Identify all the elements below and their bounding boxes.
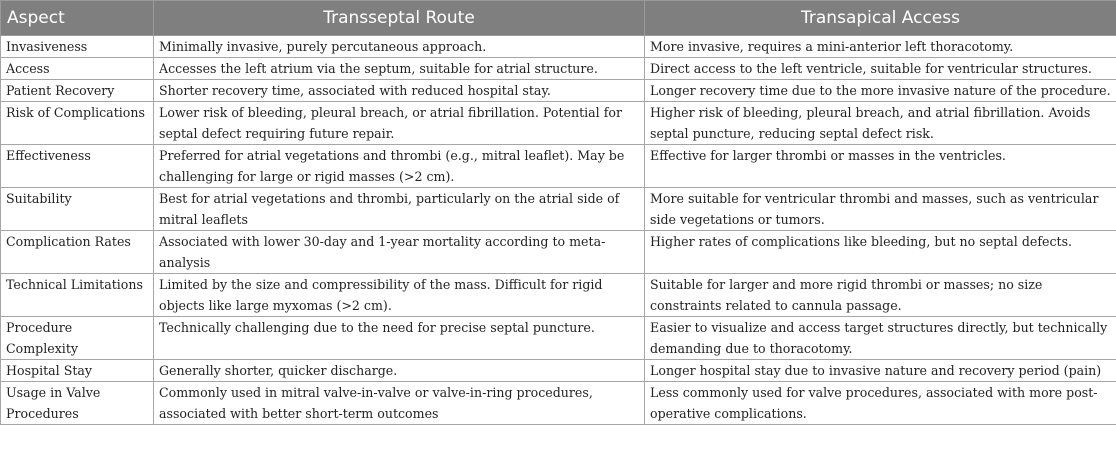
aspect-cell: Effectiveness (1, 145, 154, 188)
table-row (1, 274, 1116, 317)
transapical-cell: Easier to visualize and access target structures directly, but technically demanding due to thoracotomy. (645, 317, 1116, 360)
aspect-cell: Access (1, 58, 154, 80)
table-row (1, 58, 1116, 80)
transapical-cell: Longer hospital stay due to invasive nature and recovery period (pain) (645, 360, 1116, 382)
aspect-cell: Patient Recovery (1, 80, 154, 102)
table-row (1, 80, 1116, 102)
header-row (1, 1, 1116, 36)
transapical-cell: Suitable for larger and more rigid thrombi or masses; no size constraints related to cannula passage. (645, 274, 1116, 317)
aspect-cell: Hospital Stay (1, 360, 154, 382)
transapical-cell: Higher rates of complications like bleeding, but no septal defects. (645, 231, 1116, 274)
transapical-cell: Effective for larger thrombi or masses in the ventricles. (645, 145, 1116, 188)
table-row (1, 382, 1116, 425)
transapical-cell: More invasive, requires a mini-anterior left thoracotomy. (645, 36, 1116, 58)
transseptal-cell: Preferred for atrial vegetations and thrombi (e.g., mitral leaflet). May be challenging for large or rigid masses (>2 cm). (154, 145, 645, 188)
transapical-cell: More suitable for ventricular thrombi and masses, such as ventricular side vegetations or tumors. (645, 188, 1116, 231)
table-row (1, 231, 1116, 274)
transseptal-cell: Associated with lower 30-day and 1-year mortality according to meta-analysis (154, 231, 645, 274)
aspect-cell: Suitability (1, 188, 154, 231)
transseptal-cell: Generally shorter, quicker discharge. (154, 360, 645, 382)
aspect-cell: Risk of Complications (1, 102, 154, 145)
aspect-cell: Complication Rates (1, 231, 154, 274)
aspect-cell: Procedure Complexity (1, 317, 154, 360)
table-row (1, 102, 1116, 145)
transseptal-cell: Technically challenging due to the need for precise septal puncture. (154, 317, 645, 360)
transseptal-cell: Best for atrial vegetations and thrombi, particularly on the atrial side of mitral leaflets (154, 188, 645, 231)
table-row (1, 317, 1116, 360)
transseptal-cell: Commonly used in mitral valve-in-valve or valve-in-ring procedures, associated with better short-term outcomes (154, 382, 645, 425)
aspect-cell: Usage in Valve Procedures (1, 382, 154, 425)
transapical-cell: Longer recovery time due to the more invasive nature of the procedure. (645, 80, 1116, 102)
transseptal-cell: Accesses the left atrium via the septum, suitable for atrial structure. (154, 58, 645, 80)
table-row (1, 145, 1116, 188)
header-aspect: Aspect (1, 1, 154, 36)
table-row (1, 188, 1116, 231)
transseptal-cell: Minimally invasive, purely percutaneous approach. (154, 36, 645, 58)
transapical-cell: Less commonly used for valve procedures, associated with more post-operative complications. (645, 382, 1116, 425)
header-transapical: Transapical Access (645, 1, 1116, 36)
aspect-cell: Technical Limitations (1, 274, 154, 317)
transapical-cell: Higher risk of bleeding, pleural breach, and atrial fibrillation. Avoids septal puncture, reducing septal defect risk. (645, 102, 1116, 145)
transseptal-cell: Shorter recovery time, associated with reduced hospital stay. (154, 80, 645, 102)
transseptal-cell: Limited by the size and compressibility of the mass. Difficult for rigid objects like large myxomas (>2 cm). (154, 274, 645, 317)
header-transseptal: Transseptal Route (154, 1, 645, 36)
transseptal-cell: Lower risk of bleeding, pleural breach, or atrial fibrillation. Potential for septal defect requiring future repair. (154, 102, 645, 145)
table-row (1, 360, 1116, 382)
table-row (1, 36, 1116, 58)
transapical-cell: Direct access to the left ventricle, suitable for ventricular structures. (645, 58, 1116, 80)
aspect-cell: Invasiveness (1, 36, 154, 58)
